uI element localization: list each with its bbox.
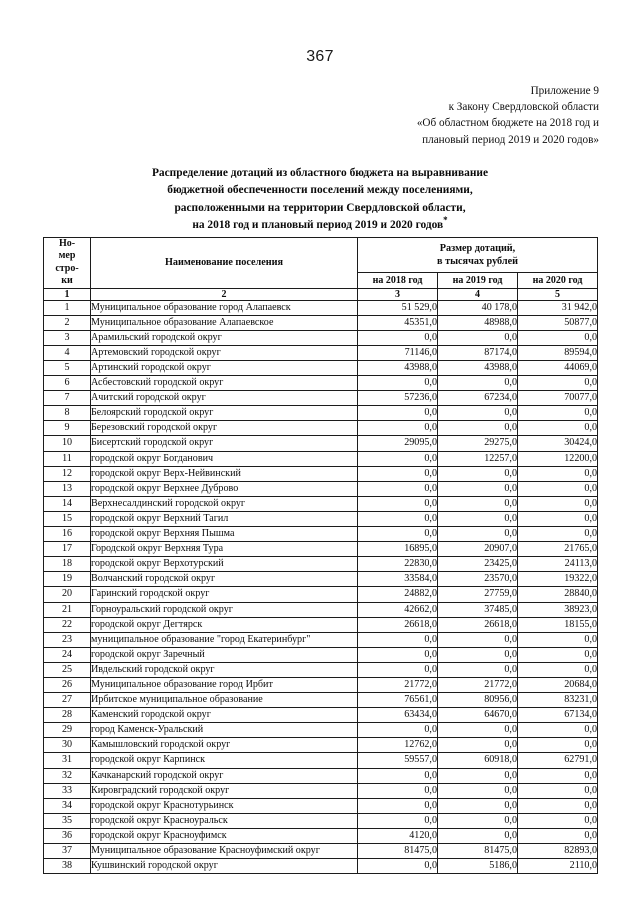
- settlement-name-cell: Гаринский городской округ: [91, 587, 358, 602]
- amount-2018-cell: 0,0: [358, 768, 438, 783]
- row-number-cell: 10: [44, 436, 91, 451]
- amount-2020-cell: 24113,0: [518, 557, 598, 572]
- amount-2020-cell: 21765,0: [518, 542, 598, 557]
- amount-2018-cell: 0,0: [358, 330, 438, 345]
- table-row: [44, 723, 598, 738]
- settlement-name-cell: Муниципальное образование Алапаевское: [91, 315, 358, 330]
- settlement-name-cell: Артемовский городской округ: [91, 345, 358, 360]
- table-row: [44, 557, 598, 572]
- row-number-cell: 5: [44, 361, 91, 376]
- subsidy-group-line-1: Размер дотаций,: [439, 242, 516, 254]
- amount-2018-cell: 0,0: [358, 376, 438, 391]
- settlement-name-cell: Верхнесалдинский городской округ: [91, 496, 358, 511]
- settlement-name-cell: Волчанский городской округ: [91, 572, 358, 587]
- settlement-name-cell: городской округ Богданович: [91, 451, 358, 466]
- amount-2020-cell: 0,0: [518, 738, 598, 753]
- settlement-name-cell: городской округ Красноуральск: [91, 813, 358, 828]
- row-number-cell: 19: [44, 572, 91, 587]
- amount-2018-cell: 29095,0: [358, 436, 438, 451]
- table-row: [44, 602, 598, 617]
- row-number-cell: 2: [44, 315, 91, 330]
- amount-2018-cell: 42662,0: [358, 602, 438, 617]
- table-row: [44, 466, 598, 481]
- row-number-cell: 23: [44, 632, 91, 647]
- amount-2019-cell: 48988,0: [438, 315, 518, 330]
- row-number-cell: 33: [44, 783, 91, 798]
- settlement-name-cell: Каменский городской округ: [91, 708, 358, 723]
- table-row: [44, 677, 598, 692]
- amount-2018-cell: 0,0: [358, 451, 438, 466]
- column-number-3: 3: [358, 288, 438, 300]
- settlement-name-cell: городской округ Карпинск: [91, 753, 358, 768]
- table-row: [44, 391, 598, 406]
- amount-2019-cell: 0,0: [438, 738, 518, 753]
- amount-2018-cell: 0,0: [358, 813, 438, 828]
- table-row: [44, 587, 598, 602]
- amount-2019-cell: 64670,0: [438, 708, 518, 723]
- amount-2020-cell: 0,0: [518, 632, 598, 647]
- amount-2020-cell: 0,0: [518, 828, 598, 843]
- row-number-cell: 32: [44, 768, 91, 783]
- column-header-year-2018: на 2018 год: [358, 273, 438, 288]
- settlement-name-cell: Кировградский городской округ: [91, 783, 358, 798]
- amount-2018-cell: 0,0: [358, 421, 438, 436]
- table-row: [44, 798, 598, 813]
- footnote-marker: *: [443, 215, 448, 226]
- amount-2019-cell: 0,0: [438, 421, 518, 436]
- settlement-name-cell: Ирбитское муниципальное образование: [91, 693, 358, 708]
- row-number-cell: 30: [44, 738, 91, 753]
- table-row: [44, 844, 598, 859]
- amount-2020-cell: 0,0: [518, 421, 598, 436]
- amount-2019-cell: 0,0: [438, 527, 518, 542]
- amount-2018-cell: 0,0: [358, 798, 438, 813]
- row-number-cell: 37: [44, 844, 91, 859]
- document-reference-block: [269, 83, 599, 148]
- settlement-name-cell: городской округ Верхний Тагил: [91, 511, 358, 526]
- row-number-cell: 35: [44, 813, 91, 828]
- amount-2019-cell: 43988,0: [438, 361, 518, 376]
- row-number-cell: 17: [44, 542, 91, 557]
- table-body: [44, 300, 598, 874]
- amount-2020-cell: 70077,0: [518, 391, 598, 406]
- settlement-name-cell: Качканарский городской округ: [91, 768, 358, 783]
- row-number-cell: 27: [44, 693, 91, 708]
- table-row: [44, 406, 598, 421]
- settlement-name-cell: Муниципальное образование город Алапаевск: [91, 300, 358, 315]
- amount-2018-cell: 71146,0: [358, 345, 438, 360]
- title-line-2: бюджетной обеспеченности поселений между поселениями,: [167, 184, 473, 197]
- settlement-name-cell: Бисертский городской округ: [91, 436, 358, 451]
- amount-2019-cell: 0,0: [438, 647, 518, 662]
- amount-2019-cell: 0,0: [438, 783, 518, 798]
- amount-2019-cell: 87174,0: [438, 345, 518, 360]
- amount-2020-cell: 31 942,0: [518, 300, 598, 315]
- amount-2019-cell: 0,0: [438, 481, 518, 496]
- row-number-cell: 22: [44, 617, 91, 632]
- table-row: [44, 542, 598, 557]
- column-header-settlement-name: Наименование поселения: [91, 238, 358, 289]
- column-header-row-number: [44, 238, 91, 289]
- amount-2018-cell: 0,0: [358, 632, 438, 647]
- amount-2020-cell: 19322,0: [518, 572, 598, 587]
- table-row: [44, 617, 598, 632]
- table-row: [44, 828, 598, 843]
- amount-2019-cell: 40 178,0: [438, 300, 518, 315]
- amount-2018-cell: 0,0: [358, 511, 438, 526]
- title-line-1: Распределение дотаций из областного бюджета на выравнивание: [151, 167, 489, 179]
- amount-2018-cell: 57236,0: [358, 391, 438, 406]
- amount-2020-cell: 30424,0: [518, 436, 598, 451]
- amount-2020-cell: 28840,0: [518, 587, 598, 602]
- amount-2020-cell: 2110,0: [518, 859, 598, 874]
- table-row: [44, 859, 598, 874]
- row-number-cell: 15: [44, 511, 91, 526]
- table-row: [44, 753, 598, 768]
- table-row: [44, 572, 598, 587]
- amount-2019-cell: 0,0: [438, 768, 518, 783]
- amount-2018-cell: 81475,0: [358, 844, 438, 859]
- settlement-name-cell: Ачитский городской округ: [91, 391, 358, 406]
- amount-2019-cell: 21772,0: [438, 677, 518, 692]
- amount-2018-cell: 33584,0: [358, 572, 438, 587]
- row-number-cell: 24: [44, 647, 91, 662]
- reference-line-budget-2: плановый период 2019 и 2020 годов»: [422, 133, 599, 146]
- title-line-4: [60, 217, 580, 234]
- amount-2020-cell: 0,0: [518, 647, 598, 662]
- amount-2018-cell: 12762,0: [358, 738, 438, 753]
- table-row: [44, 496, 598, 511]
- row-number-cell: 28: [44, 708, 91, 723]
- amount-2019-cell: 29275,0: [438, 436, 518, 451]
- amount-2020-cell: 20684,0: [518, 677, 598, 692]
- reference-line-budget-1: «Об областном бюджете на 2018 год и: [416, 117, 599, 130]
- amount-2020-cell: 0,0: [518, 723, 598, 738]
- row-number-cell: 9: [44, 421, 91, 436]
- amount-2018-cell: 59557,0: [358, 753, 438, 768]
- table-row: [44, 768, 598, 783]
- table-row: [44, 693, 598, 708]
- row-number-cell: 4: [44, 345, 91, 360]
- row-number-header-line-3: стро-: [55, 262, 79, 274]
- settlement-name-cell: городской округ Заречный: [91, 647, 358, 662]
- table-row: [44, 376, 598, 391]
- settlement-name-cell: Белоярский городской округ: [91, 406, 358, 421]
- row-number-cell: 1: [44, 300, 91, 315]
- amount-2018-cell: 26618,0: [358, 617, 438, 632]
- settlement-name-cell: Муниципальное образование город Ирбит: [91, 677, 358, 692]
- row-number-cell: 6: [44, 376, 91, 391]
- amount-2019-cell: 0,0: [438, 330, 518, 345]
- settlement-name-cell: Ивдельский городской округ: [91, 662, 358, 677]
- amount-2019-cell: 67234,0: [438, 391, 518, 406]
- title-line-3: расположенными на территории Свердловской области,: [174, 201, 466, 214]
- amount-2019-cell: 5186,0: [438, 859, 518, 874]
- table-row: [44, 436, 598, 451]
- column-number-1: 1: [44, 288, 91, 300]
- amount-2018-cell: 43988,0: [358, 361, 438, 376]
- settlement-name-cell: Арамильский городской округ: [91, 330, 358, 345]
- amount-2018-cell: 22830,0: [358, 557, 438, 572]
- amount-2018-cell: 0,0: [358, 466, 438, 481]
- table-row: [44, 738, 598, 753]
- amount-2020-cell: 0,0: [518, 798, 598, 813]
- amount-2020-cell: 0,0: [518, 511, 598, 526]
- table-row: [44, 783, 598, 798]
- row-number-cell: 36: [44, 828, 91, 843]
- row-number-cell: 18: [44, 557, 91, 572]
- amount-2019-cell: 0,0: [438, 723, 518, 738]
- amount-2019-cell: 0,0: [438, 466, 518, 481]
- amount-2020-cell: 0,0: [518, 376, 598, 391]
- settlement-name-cell: Асбестовский городской округ: [91, 376, 358, 391]
- settlement-name-cell: городской округ Верх-Нейвинский: [91, 466, 358, 481]
- amount-2018-cell: 24882,0: [358, 587, 438, 602]
- amount-2019-cell: 0,0: [438, 828, 518, 843]
- amount-2020-cell: 0,0: [518, 662, 598, 677]
- row-number-cell: 25: [44, 662, 91, 677]
- page-number: 367: [306, 48, 334, 65]
- row-number-cell: 11: [44, 451, 91, 466]
- amount-2019-cell: 26618,0: [438, 617, 518, 632]
- settlement-name-cell: Артинский городской округ: [91, 361, 358, 376]
- settlement-name-cell: Камышловский городской округ: [91, 738, 358, 753]
- table-row: [44, 662, 598, 677]
- column-header-year-2020: на 2020 год: [518, 273, 598, 288]
- amount-2019-cell: 37485,0: [438, 602, 518, 617]
- amount-2018-cell: 63434,0: [358, 708, 438, 723]
- settlement-name-cell: городской округ Верхотурский: [91, 557, 358, 572]
- amount-2019-cell: 80956,0: [438, 693, 518, 708]
- amount-2018-cell: 76561,0: [358, 693, 438, 708]
- table-column-number-row: [44, 288, 598, 300]
- title-line-4-text: на 2018 год и плановый период 2019 и 2020 годов: [192, 219, 444, 232]
- row-number-cell: 29: [44, 723, 91, 738]
- settlement-name-cell: Городской округ Верхняя Тура: [91, 542, 358, 557]
- row-number-header-line-4: ки: [61, 275, 73, 287]
- row-number-cell: 26: [44, 677, 91, 692]
- column-number-4: 4: [438, 288, 518, 300]
- settlement-name-cell: городской округ Краснотурьинск: [91, 798, 358, 813]
- amount-2018-cell: 21772,0: [358, 677, 438, 692]
- amount-2018-cell: 4120,0: [358, 828, 438, 843]
- table-row: [44, 421, 598, 436]
- amount-2020-cell: 89594,0: [518, 345, 598, 360]
- amount-2019-cell: 0,0: [438, 798, 518, 813]
- column-number-5: 5: [518, 288, 598, 300]
- amount-2018-cell: 0,0: [358, 783, 438, 798]
- subsidies-table-container: [43, 237, 597, 874]
- table-row: [44, 345, 598, 360]
- table-row: [44, 315, 598, 330]
- table-row: [44, 632, 598, 647]
- row-number-cell: 12: [44, 466, 91, 481]
- amount-2020-cell: 12200,0: [518, 451, 598, 466]
- amount-2019-cell: 0,0: [438, 632, 518, 647]
- amount-2019-cell: 0,0: [438, 376, 518, 391]
- subsidies-table: [43, 237, 598, 874]
- row-number-cell: 21: [44, 602, 91, 617]
- amount-2020-cell: 82893,0: [518, 844, 598, 859]
- amount-2020-cell: 67134,0: [518, 708, 598, 723]
- amount-2020-cell: 0,0: [518, 496, 598, 511]
- amount-2019-cell: 20907,0: [438, 542, 518, 557]
- amount-2018-cell: 0,0: [358, 406, 438, 421]
- amount-2019-cell: 81475,0: [438, 844, 518, 859]
- amount-2018-cell: 0,0: [358, 527, 438, 542]
- settlement-name-cell: Горноуральский городской округ: [91, 602, 358, 617]
- row-number-cell: 3: [44, 330, 91, 345]
- row-number-cell: 7: [44, 391, 91, 406]
- amount-2019-cell: 0,0: [438, 813, 518, 828]
- table-row: [44, 647, 598, 662]
- amount-2019-cell: 27759,0: [438, 587, 518, 602]
- settlement-name-cell: Кушвинский городской округ: [91, 859, 358, 874]
- row-number-cell: 31: [44, 753, 91, 768]
- table-row: [44, 451, 598, 466]
- amount-2018-cell: 16895,0: [358, 542, 438, 557]
- amount-2019-cell: 0,0: [438, 662, 518, 677]
- amount-2020-cell: 18155,0: [518, 617, 598, 632]
- table-row: [44, 300, 598, 315]
- settlement-name-cell: городской округ Верхняя Пышма: [91, 527, 358, 542]
- settlement-name-cell: городской округ Дегтярск: [91, 617, 358, 632]
- table-row: [44, 708, 598, 723]
- column-header-subsidy-amount-group: [358, 238, 598, 273]
- subsidy-group-line-2: в тысячах рублей: [437, 256, 518, 268]
- column-header-year-2019: на 2019 год: [438, 273, 518, 288]
- amount-2020-cell: 38923,0: [518, 602, 598, 617]
- amount-2018-cell: 0,0: [358, 859, 438, 874]
- reference-line-law: к Закону Свердловской области: [448, 101, 599, 114]
- amount-2020-cell: 0,0: [518, 330, 598, 345]
- row-number-cell: 34: [44, 798, 91, 813]
- settlement-name-cell: Муниципальное образование Красноуфимский округ: [91, 844, 358, 859]
- amount-2019-cell: 23570,0: [438, 572, 518, 587]
- amount-2018-cell: 0,0: [358, 647, 438, 662]
- table-row: [44, 813, 598, 828]
- amount-2018-cell: 0,0: [358, 723, 438, 738]
- settlement-name-cell: городской округ Верхнее Дуброво: [91, 481, 358, 496]
- table-row: [44, 481, 598, 496]
- amount-2020-cell: 0,0: [518, 466, 598, 481]
- table-header: [44, 238, 598, 301]
- amount-2018-cell: 0,0: [358, 481, 438, 496]
- row-number-cell: 38: [44, 859, 91, 874]
- amount-2018-cell: 45351,0: [358, 315, 438, 330]
- amount-2020-cell: 0,0: [518, 406, 598, 421]
- amount-2019-cell: 12257,0: [438, 451, 518, 466]
- amount-2018-cell: 0,0: [358, 496, 438, 511]
- row-number-cell: 20: [44, 587, 91, 602]
- row-number-header-line-2: мер: [58, 250, 76, 262]
- table-row: [44, 511, 598, 526]
- amount-2020-cell: 62791,0: [518, 753, 598, 768]
- table-row: [44, 527, 598, 542]
- settlement-name-cell: муниципальное образование "город Екатеринбург": [91, 632, 358, 647]
- amount-2019-cell: 0,0: [438, 406, 518, 421]
- amount-2020-cell: 0,0: [518, 768, 598, 783]
- amount-2020-cell: 44069,0: [518, 361, 598, 376]
- amount-2020-cell: 0,0: [518, 813, 598, 828]
- reference-line-appendix: Приложение 9: [530, 85, 599, 97]
- table-header-row-main: [44, 238, 598, 273]
- amount-2019-cell: 60918,0: [438, 753, 518, 768]
- amount-2020-cell: 0,0: [518, 783, 598, 798]
- row-number-cell: 14: [44, 496, 91, 511]
- amount-2018-cell: 51 529,0: [358, 300, 438, 315]
- row-number-cell: 16: [44, 527, 91, 542]
- row-number-cell: 8: [44, 406, 91, 421]
- settlement-name-cell: город Каменск-Уральский: [91, 723, 358, 738]
- settlement-name-cell: городской округ Красноуфимск: [91, 828, 358, 843]
- page-title: [60, 165, 580, 235]
- amount-2020-cell: 50877,0: [518, 315, 598, 330]
- amount-2020-cell: 83231,0: [518, 693, 598, 708]
- column-number-2: 2: [91, 288, 358, 300]
- row-number-cell: 13: [44, 481, 91, 496]
- table-row: [44, 330, 598, 345]
- settlement-name-cell: Березовский городской округ: [91, 421, 358, 436]
- amount-2020-cell: 0,0: [518, 481, 598, 496]
- amount-2019-cell: 0,0: [438, 496, 518, 511]
- table-row: [44, 361, 598, 376]
- amount-2020-cell: 0,0: [518, 527, 598, 542]
- amount-2019-cell: 23425,0: [438, 557, 518, 572]
- row-number-header-line-1: Но-: [58, 238, 76, 249]
- amount-2019-cell: 0,0: [438, 511, 518, 526]
- amount-2018-cell: 0,0: [358, 662, 438, 677]
